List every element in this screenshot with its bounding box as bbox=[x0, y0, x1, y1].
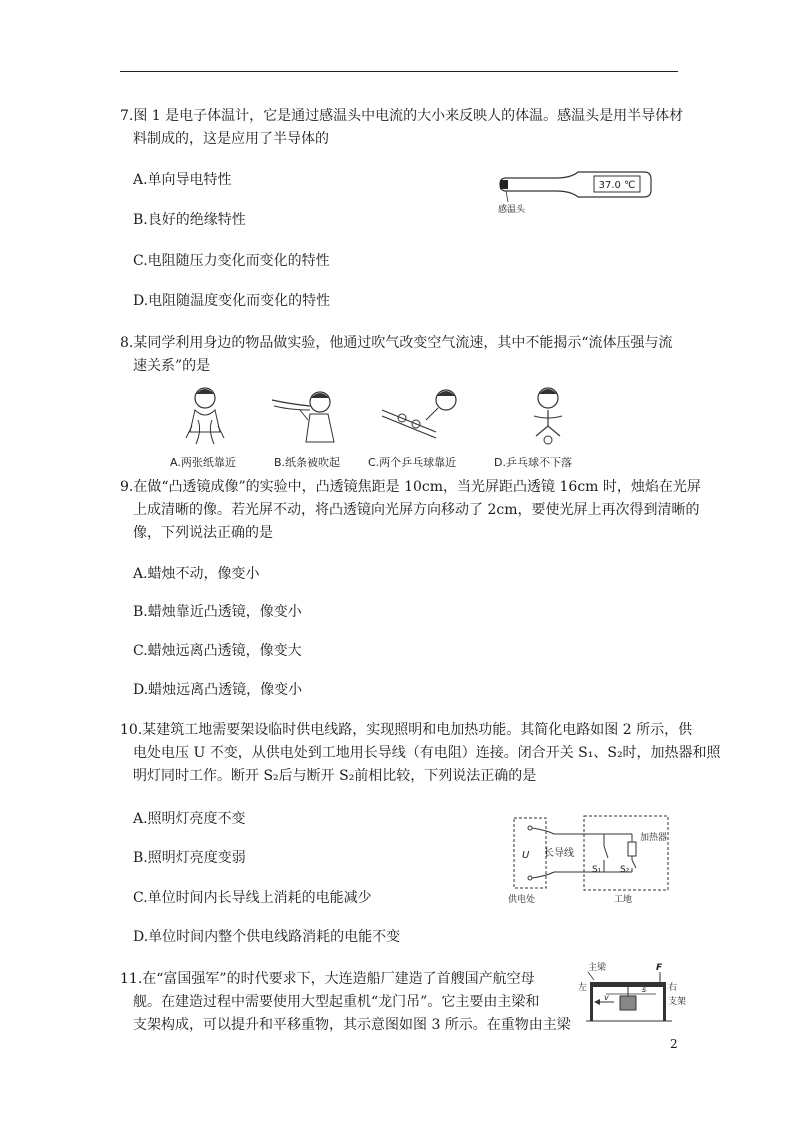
q8-stem-line2: 速关系”的是 bbox=[133, 358, 211, 374]
supply-label: 供电处 bbox=[508, 895, 536, 905]
caption-d: D.乒乓球不下落 bbox=[494, 456, 572, 469]
q9-stem-line2: 上成清晰的像。若光屏不动，将凸透镜向光屏方向移动了 2cm，要使光屏上再次得到清晰的 bbox=[133, 502, 700, 518]
page-number: 2 bbox=[670, 1037, 678, 1051]
support-label: 支架 bbox=[668, 997, 686, 1007]
heater-resistor bbox=[628, 842, 636, 856]
q10-stem-line3: 明灯同时工作。断开 S₂后与断开 S₂前相比较，下列说法正确的是 bbox=[133, 768, 537, 784]
probe-label: 感温头 bbox=[498, 205, 526, 215]
header-rule bbox=[120, 71, 678, 72]
figure-d-ball-funnel bbox=[534, 388, 562, 444]
q11-stem-line3: 支架构成，可以提升和平移重物，其示意图如图 3 所示。在重物由主梁 bbox=[133, 1017, 571, 1033]
q7-option-c[interactable]: C.电阻随压力变化而变化的特性 bbox=[133, 253, 330, 269]
q9-stem-line1: 9.在做“凸透镜成像”的实验中，凸透镜焦距是 10cm，当光屏距凸透镜 16cm 时，烛焰在光屏 bbox=[120, 479, 701, 495]
q10-option-b[interactable]: B.照明灯亮度变弱 bbox=[133, 850, 246, 866]
site-label: 工地 bbox=[614, 895, 633, 905]
heavy-object bbox=[620, 996, 636, 1010]
q10-option-c[interactable]: C.单位时间内长导线上消耗的电能减少 bbox=[133, 890, 372, 906]
main-beam bbox=[590, 982, 666, 987]
probe-tip bbox=[500, 180, 508, 189]
site-box bbox=[584, 816, 668, 890]
q7-option-b[interactable]: B.良好的绝缘特性 bbox=[133, 212, 246, 228]
q9-option-b[interactable]: B.蜡烛靠近凸透镜，像变小 bbox=[133, 604, 302, 620]
figure-a-two-papers bbox=[186, 388, 224, 444]
heater-label: 加热器 bbox=[640, 833, 668, 843]
thermometer-display: 37.0 ℃ bbox=[598, 180, 636, 191]
q7-stem-line1: 7.图 1 是电子体温计，它是通过感温头中电流的大小来反映人的体温。感温头是用半导体材 bbox=[120, 108, 684, 124]
caption-a: A.两张纸靠近 bbox=[170, 456, 236, 469]
s-label: s bbox=[642, 985, 647, 994]
thermometer-figure bbox=[496, 160, 676, 216]
s1-label: S₁ bbox=[592, 865, 602, 875]
q10-option-a[interactable]: A.照明灯亮度不变 bbox=[133, 811, 246, 827]
v-label: v bbox=[604, 993, 609, 1002]
switch-s2 bbox=[632, 860, 636, 868]
q9-stem-line3: 像，下列说法正确的是 bbox=[133, 525, 273, 541]
q7-option-a[interactable]: A.单向导电特性 bbox=[133, 172, 232, 188]
figure-c-two-balls bbox=[382, 390, 456, 438]
q9-option-c[interactable]: C.蜡烛远离凸透镜，像变大 bbox=[133, 643, 302, 659]
q11-stem-line1: 11.在“富国强军”的时代要求下，大连造船厂建造了首艘国产航空母 bbox=[120, 971, 535, 987]
q10-stem-line1: 10.某建筑工地需要架设临时供电线路，实现照明和电加热功能。其简化电路如图 2 所示，供 bbox=[120, 722, 693, 738]
gantry-crane-figure bbox=[576, 956, 686, 1032]
q10-stem-line2: 电处电压 U 不变，从供电处到工地用长导线（有电阻）连接。闭合开关 S₁、S₂时，加热器和照 bbox=[133, 745, 721, 761]
q9-option-a[interactable]: A.蜡烛不动，像变小 bbox=[133, 566, 260, 582]
q11-stem-line2: 舰。在建造过程中需要使用大型起重机“龙门吊”。它主要由主梁和 bbox=[133, 994, 540, 1010]
q8-stem-line1: 8.某同学利用身边的物品做实验，他通过吹气改变空气流速，其中不能揭示“流体压强与流 bbox=[120, 335, 673, 351]
beam-label: 主梁 bbox=[588, 963, 607, 973]
q7-stem-line2: 料制成的，这是应用了半导体的 bbox=[133, 131, 329, 147]
q10-option-d[interactable]: D.单位时间内整个供电线路消耗的电能不变 bbox=[133, 929, 401, 945]
blowing-experiments-figure bbox=[150, 380, 610, 472]
caption-b: B.纸条被吹起 bbox=[274, 456, 341, 469]
circuit-figure bbox=[506, 812, 682, 906]
figure-b-paper-strip bbox=[272, 392, 334, 442]
q7-option-d[interactable]: D.电阻随温度变化而变化的特性 bbox=[133, 293, 331, 309]
supply-box bbox=[514, 818, 546, 888]
u-label: U bbox=[522, 850, 530, 861]
right-label: 右 bbox=[668, 983, 678, 993]
left-label: 左 bbox=[578, 983, 588, 993]
q9-option-d[interactable]: D.蜡烛远离凸透镜，像变小 bbox=[133, 682, 303, 698]
force-label: F bbox=[656, 963, 663, 973]
switch-s1 bbox=[604, 846, 608, 858]
wire-label: 长导线 bbox=[544, 848, 574, 859]
caption-c: C.两个乒乓球靠近 bbox=[368, 456, 457, 469]
s2-label: S₂ bbox=[620, 865, 630, 875]
